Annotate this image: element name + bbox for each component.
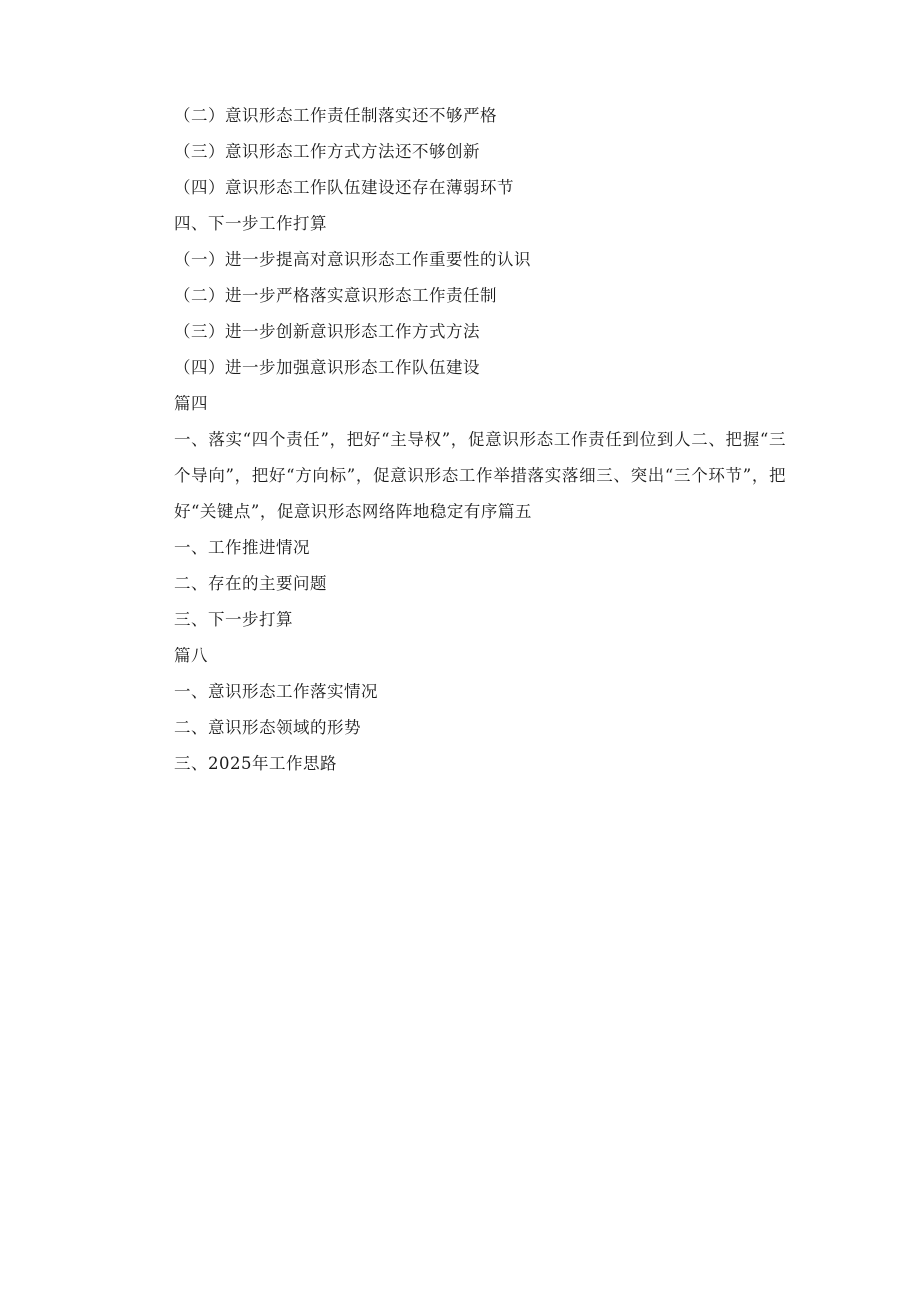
item-4-team-building: （四）意识形态工作队伍建设还存在薄弱环节 (174, 178, 514, 197)
next-step-1: （一）进一步提高对意识形态工作重要性的认识 (174, 250, 531, 269)
item-3-methods: （三）意识形态工作方式方法还不够创新 (174, 142, 480, 161)
chapter-5-item-1: 一、工作推进情况 (174, 538, 310, 557)
chapter-8-item-1: 一、意识形态工作落实情况 (174, 682, 378, 701)
chapter-4-paragraph: 一、落实“四个责任”，把好“主导权”，促意识形态工作责任到位到人二、把握“三个导向”，把好“方向标”，促意识形态工作举措落实落细三、突出“三个环节”，把好“关键点”，促意识形态网络阵地稳定有序篇五 (174, 430, 786, 521)
chapter-5-item-2: 二、存在的主要问题 (174, 574, 327, 593)
chapter-8-item-2: 二、意识形态领域的形势 (174, 718, 361, 737)
chapter-heading-4: 篇四 (174, 394, 208, 413)
next-step-3: （三）进一步创新意识形态工作方式方法 (174, 322, 480, 341)
item-2-responsibility-system: （二）意识形态工作责任制落实还不够严格 (174, 106, 497, 125)
chapter-8-item-3: 三、2025年工作思路 (174, 754, 337, 773)
chapter-5-item-3: 三、下一步打算 (174, 610, 293, 629)
document-body (174, 98, 786, 782)
next-step-2: （二）进一步严格落实意识形态工作责任制 (174, 286, 497, 305)
next-step-4: （四）进一步加强意识形态工作队伍建设 (174, 358, 480, 377)
section-heading-next-steps: 四、下一步工作打算 (174, 214, 327, 233)
chapter-heading-8: 篇八 (174, 646, 208, 665)
